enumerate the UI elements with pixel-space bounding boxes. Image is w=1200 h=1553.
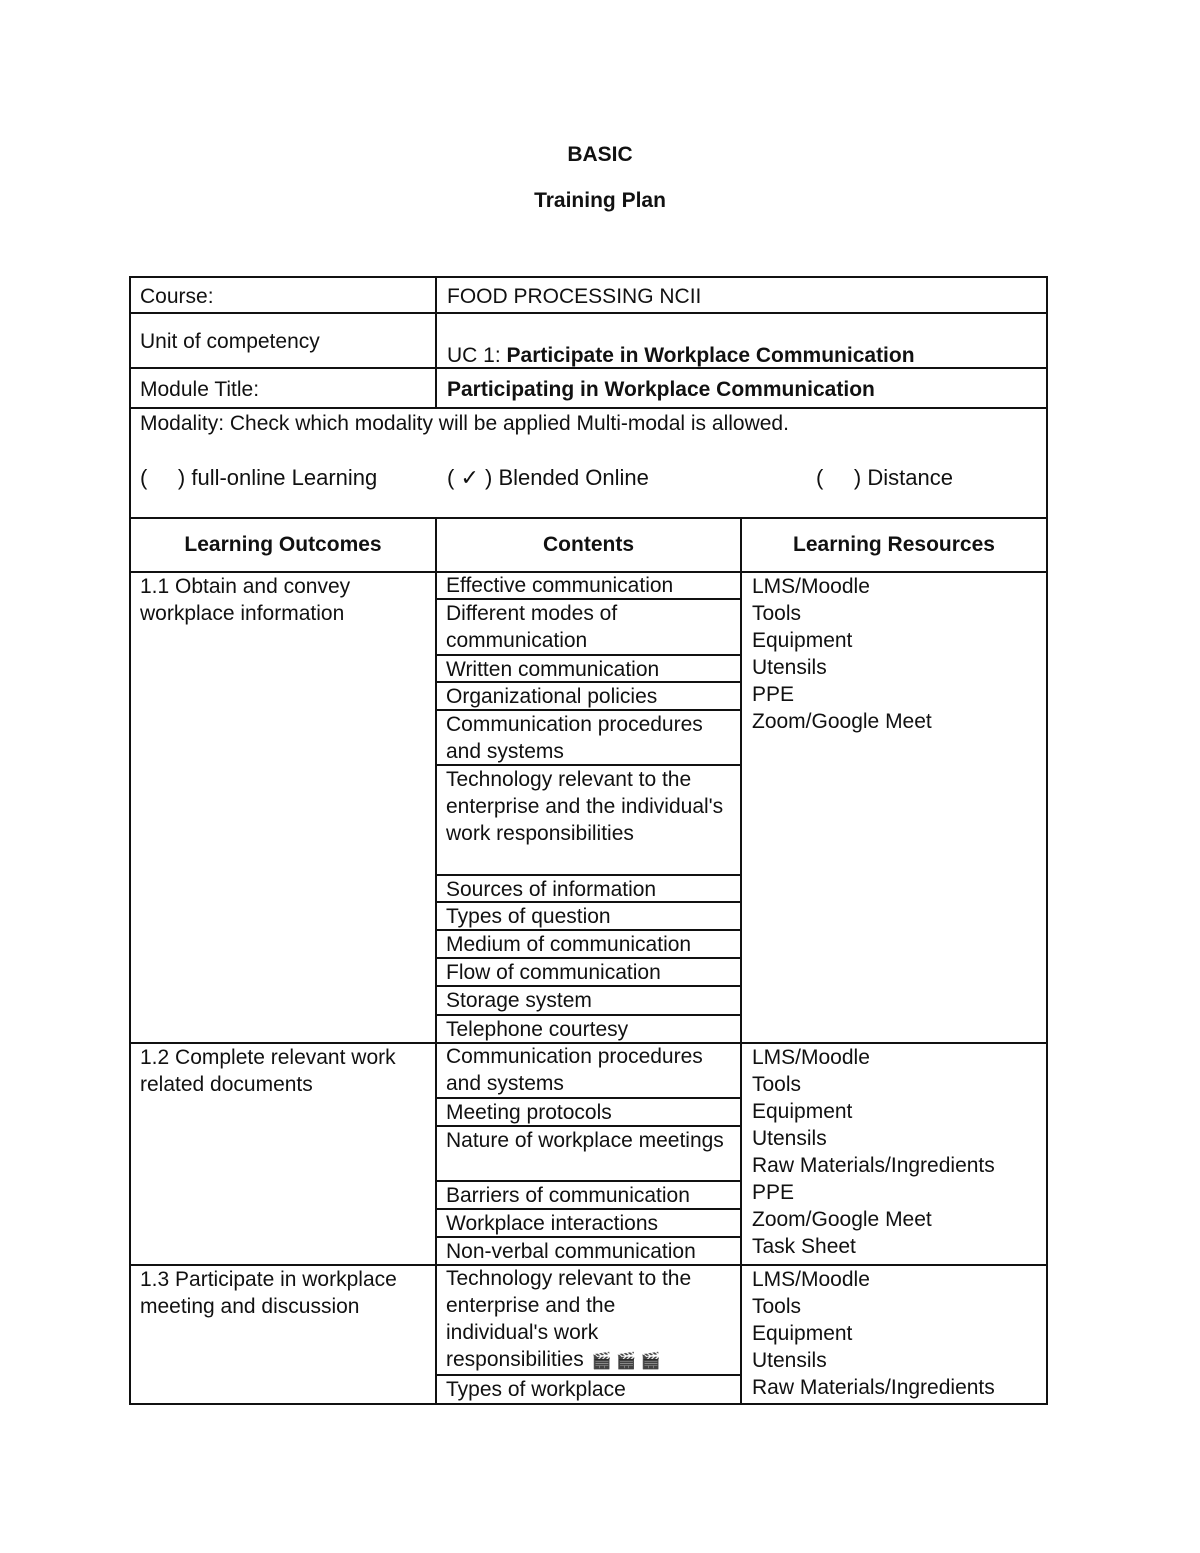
content-item: Nature of workplace meetings xyxy=(436,1125,741,1181)
resource-item: PPE xyxy=(752,683,795,706)
resource-item: Tools xyxy=(752,1295,802,1318)
resource-item: Zoom/Google Meet xyxy=(752,1208,932,1231)
modality-instruction: Modality: Check which modality will be applied Multi-modal is allowed. xyxy=(140,412,789,435)
resource-item: Tools xyxy=(752,602,802,625)
checkbox[interactable]: ( ) xyxy=(816,465,862,490)
content-item: Storage system xyxy=(436,985,741,1015)
content-item: Telephone courtesy xyxy=(436,1014,741,1042)
header-resources: Learning Resources xyxy=(793,533,995,556)
content-item: Types of workplace xyxy=(436,1374,741,1403)
content-item: Meeting protocols xyxy=(436,1097,741,1126)
checkbox[interactable]: ( ) xyxy=(140,465,186,490)
resource-item: LMS/Moodle xyxy=(752,1046,870,1069)
content-item: Organizational policies xyxy=(436,681,741,710)
content-item: Sources of information xyxy=(436,874,741,902)
content-item: Different modes of communication xyxy=(436,598,741,655)
content-item: Workplace interactions xyxy=(436,1208,741,1237)
resource-item: Raw Materials/Ingredients xyxy=(752,1376,995,1399)
clapperboard-icons: 🎬 🎬 🎬 xyxy=(591,1353,661,1370)
course-value: FOOD PROCESSING NCII xyxy=(447,285,702,308)
resource-item: Utensils xyxy=(752,1127,827,1150)
content-item: Non-verbal communication xyxy=(436,1236,741,1264)
unit-title: Participate in Workplace Communication xyxy=(506,344,915,367)
unit-code: UC 1: xyxy=(447,344,507,367)
content-item: Technology relevant to the enterprise and the individual's work responsibilities xyxy=(436,764,741,875)
content-item: Flow of communication xyxy=(436,957,741,986)
modality-distance[interactable]: ( ) Distance xyxy=(816,465,953,490)
outcome-title: 1.1 Obtain and convey workplace information xyxy=(140,575,351,625)
content-item: Communication procedures and systems xyxy=(446,1045,703,1095)
content-item: Effective communication xyxy=(446,574,674,597)
unit-label: Unit of competency xyxy=(140,330,320,353)
header-contents: Contents xyxy=(543,533,634,556)
modality-full-online[interactable]: ( ) full-online Learning xyxy=(140,465,378,490)
doc-subtitle: Training Plan xyxy=(534,189,666,212)
resource-item: LMS/Moodle xyxy=(752,575,870,598)
resource-item: Task Sheet xyxy=(752,1235,856,1258)
content-item: Medium of communication xyxy=(436,929,741,958)
resource-item: Tools xyxy=(752,1073,802,1096)
doc-title: BASIC xyxy=(567,143,633,166)
content-item: Types of question xyxy=(436,901,741,930)
outcome-title: 1.3 Participate in workplace meeting and discussion xyxy=(140,1268,397,1318)
content-item: Barriers of communication xyxy=(436,1180,741,1209)
outcome-title: 1.2 Complete relevant work related documents xyxy=(140,1046,396,1096)
resource-item: Equipment xyxy=(752,629,853,652)
resource-item: Zoom/Google Meet xyxy=(752,710,932,733)
resource-item: Raw Materials/Ingredients xyxy=(752,1154,995,1177)
resources-list xyxy=(742,1266,1042,1401)
module-value: Participating in Workplace Communication xyxy=(447,378,875,401)
content-text: Technology relevant to the enterprise and the individual's work responsibilities xyxy=(446,1267,692,1371)
resource-item: Equipment xyxy=(752,1100,853,1123)
checkbox[interactable]: ( ✓ ) xyxy=(447,465,493,490)
content-item: Communication procedures and systems xyxy=(436,709,741,765)
resources-list xyxy=(742,573,1042,735)
resources-list xyxy=(742,1044,1042,1260)
module-label: Module Title: xyxy=(140,378,260,401)
modality-blended[interactable]: ( ✓ ) Blended Online xyxy=(447,465,649,490)
resource-item: PPE xyxy=(752,1181,795,1204)
header-outcomes: Learning Outcomes xyxy=(184,533,382,556)
unit-value xyxy=(437,342,1047,369)
content-item: Written communication xyxy=(436,654,741,682)
resource-item: LMS/Moodle xyxy=(752,1268,870,1291)
resource-item: Utensils xyxy=(752,656,827,679)
course-label: Course: xyxy=(140,285,214,308)
resource-item: Utensils xyxy=(752,1349,827,1372)
content-item xyxy=(436,1265,741,1375)
resource-item: Equipment xyxy=(752,1322,853,1345)
